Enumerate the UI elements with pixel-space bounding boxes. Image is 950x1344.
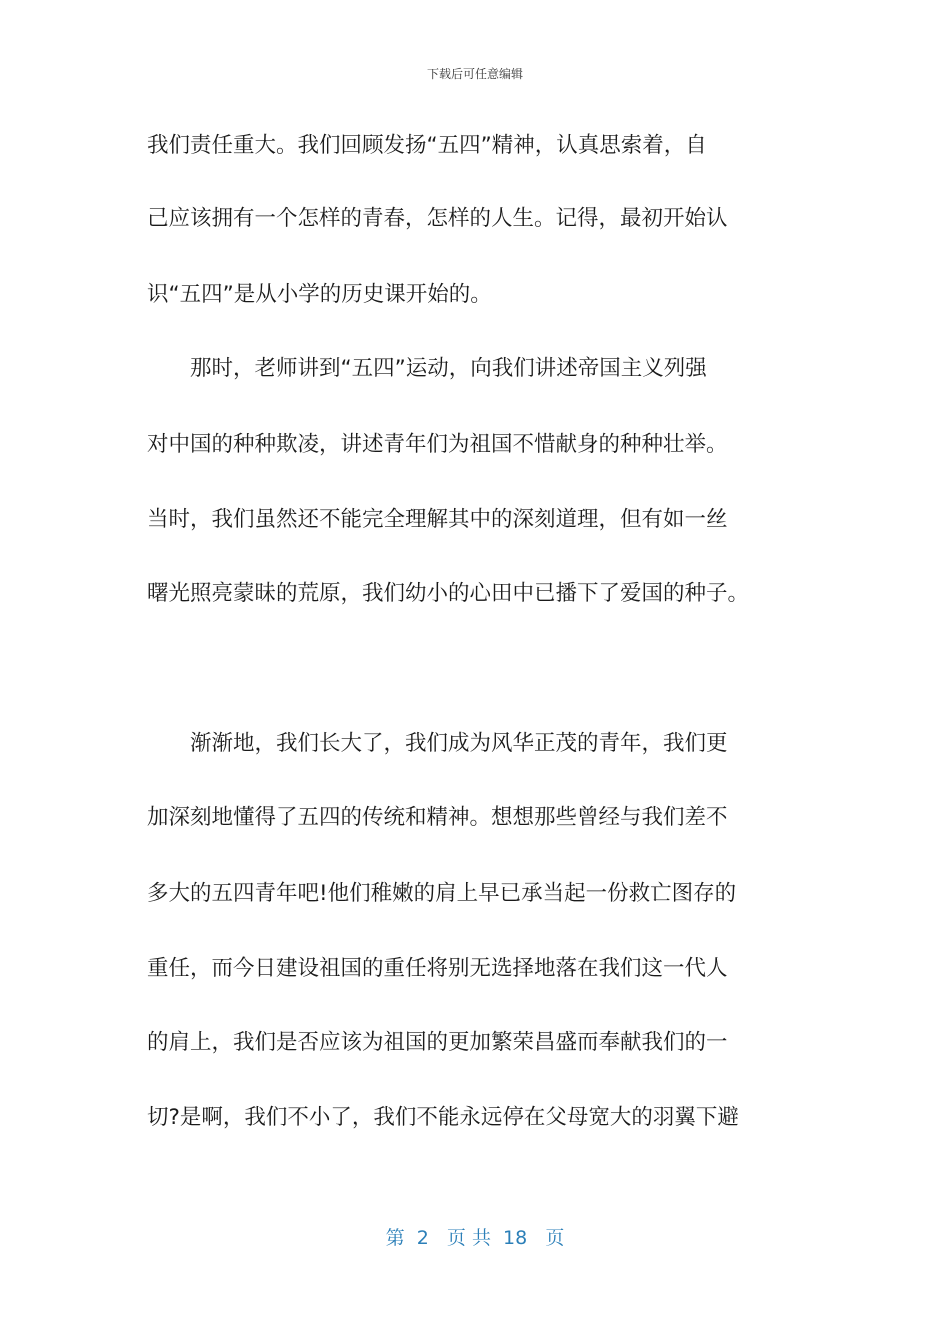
text-line-6: 当时，我们虽然还不能完全理解其中的深刻道理，但有如一丝 — [147, 507, 728, 532]
text-line-11: 重任，而今日建设祖国的重任将别无选择地落在我们这一代人 — [147, 956, 728, 981]
text-line-1: 我们责任重大。我们回顾发扬“五四”精神，认真思索着，自 — [147, 133, 707, 158]
text-line-3: 识“五四”是从小学的历史课开始的。 — [147, 282, 492, 307]
page-header: 下载后可任意编辑 — [426, 67, 523, 81]
text-line-8: 渐渐地，我们长大了，我们成为风华正茂的青年，我们更 — [147, 731, 728, 756]
text-line-10: 多大的五四青年吧!他们稚嫩的肩上早已承当起一份救亡图存的 — [147, 881, 737, 906]
text-line-5: 对中国的种种欺凌，讲述青年们为祖国不惜献身的种种壮举。 — [147, 432, 728, 457]
text-line-13: 切?是啊，我们不小了，我们不能永远停在父母宽大的羽翼下避 — [147, 1105, 739, 1130]
text-line-2: 己应该拥有一个怎样的青春，怎样的人生。记得，最初开始认 — [147, 206, 728, 231]
page-number-footer: 第 2 页 共 18 页 — [385, 1227, 565, 1249]
text-line-7: 曙光照亮蒙昧的荒原，我们幼小的心田中已播下了爱国的种子。 — [147, 581, 750, 606]
text-line-12: 的肩上，我们是否应该为祖国的更加繁荣昌盛而奉献我们的一 — [147, 1030, 728, 1055]
text-line-4: 那时，老师讲到“五四”运动，向我们讲述帝国主义列强 — [147, 356, 707, 381]
text-line-9: 加深刻地懂得了五四的传统和精神。想想那些曾经与我们差不 — [147, 805, 728, 830]
